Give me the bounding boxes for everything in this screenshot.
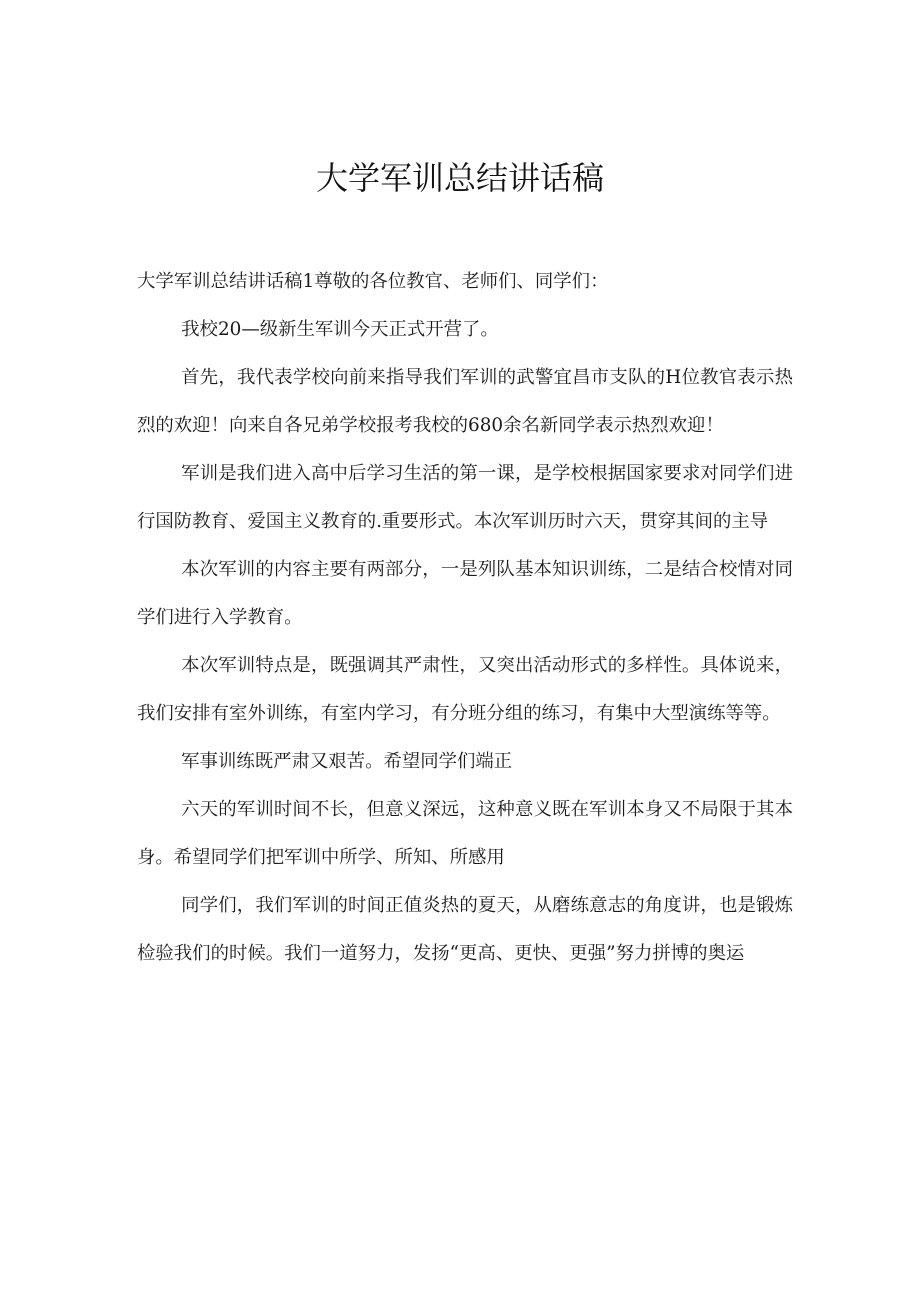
paragraph: 六天的军训时间不长，但意义深远，这种意义既在军训本身又不局限于其本身。希望同学们把军训中所学、所知、所感用 [137, 799, 793, 868]
paragraph: 军事训练既严肃又艰苦。希望同学们端正 [181, 751, 513, 772]
paragraph: 本次军训的内容主要有两部分，一是列队基本知识训练，二是结合校情对同学们进行入学教育。 [137, 559, 793, 628]
paragraph: 首先，我代表学校向前来指导我们军训的武警宜昌市支队的H位教官表示热烈的欢迎！向来自各兄弟学校报考我校的680余名新同学表示热烈欢迎！ [137, 367, 793, 436]
paragraph: 同学们，我们军训的时间正值炎热的夏天，从磨练意志的角度讲，也是锻炼检验我们的时候。我们一道努力，发扬“更高、更快、更强”努力拼博的奥运 [137, 895, 793, 964]
document-title: 大学军训总结讲话稿 [315, 159, 604, 197]
paragraph: 我校20—级新生军训今天正式开营了。 [181, 319, 499, 340]
paragraph: 军训是我们进入高中后学习生活的第一课，是学校根据国家要求对同学们进行国防教育、爱国主义教育的.重要形式。本次军训历时六天，贯穿其间的主导 [137, 463, 793, 532]
paragraph: 本次军训特点是，既强调其严肃性，又突出活动形式的多样性。具体说来，我们安排有室外训练，有室内学习，有分班分组的练习，有集中大型演练等等。 [137, 655, 793, 724]
paragraph-greeting: 大学军训总结讲话稿1尊敬的各位教官、老师们、同学们： [137, 271, 609, 292]
document-body [137, 258, 793, 978]
